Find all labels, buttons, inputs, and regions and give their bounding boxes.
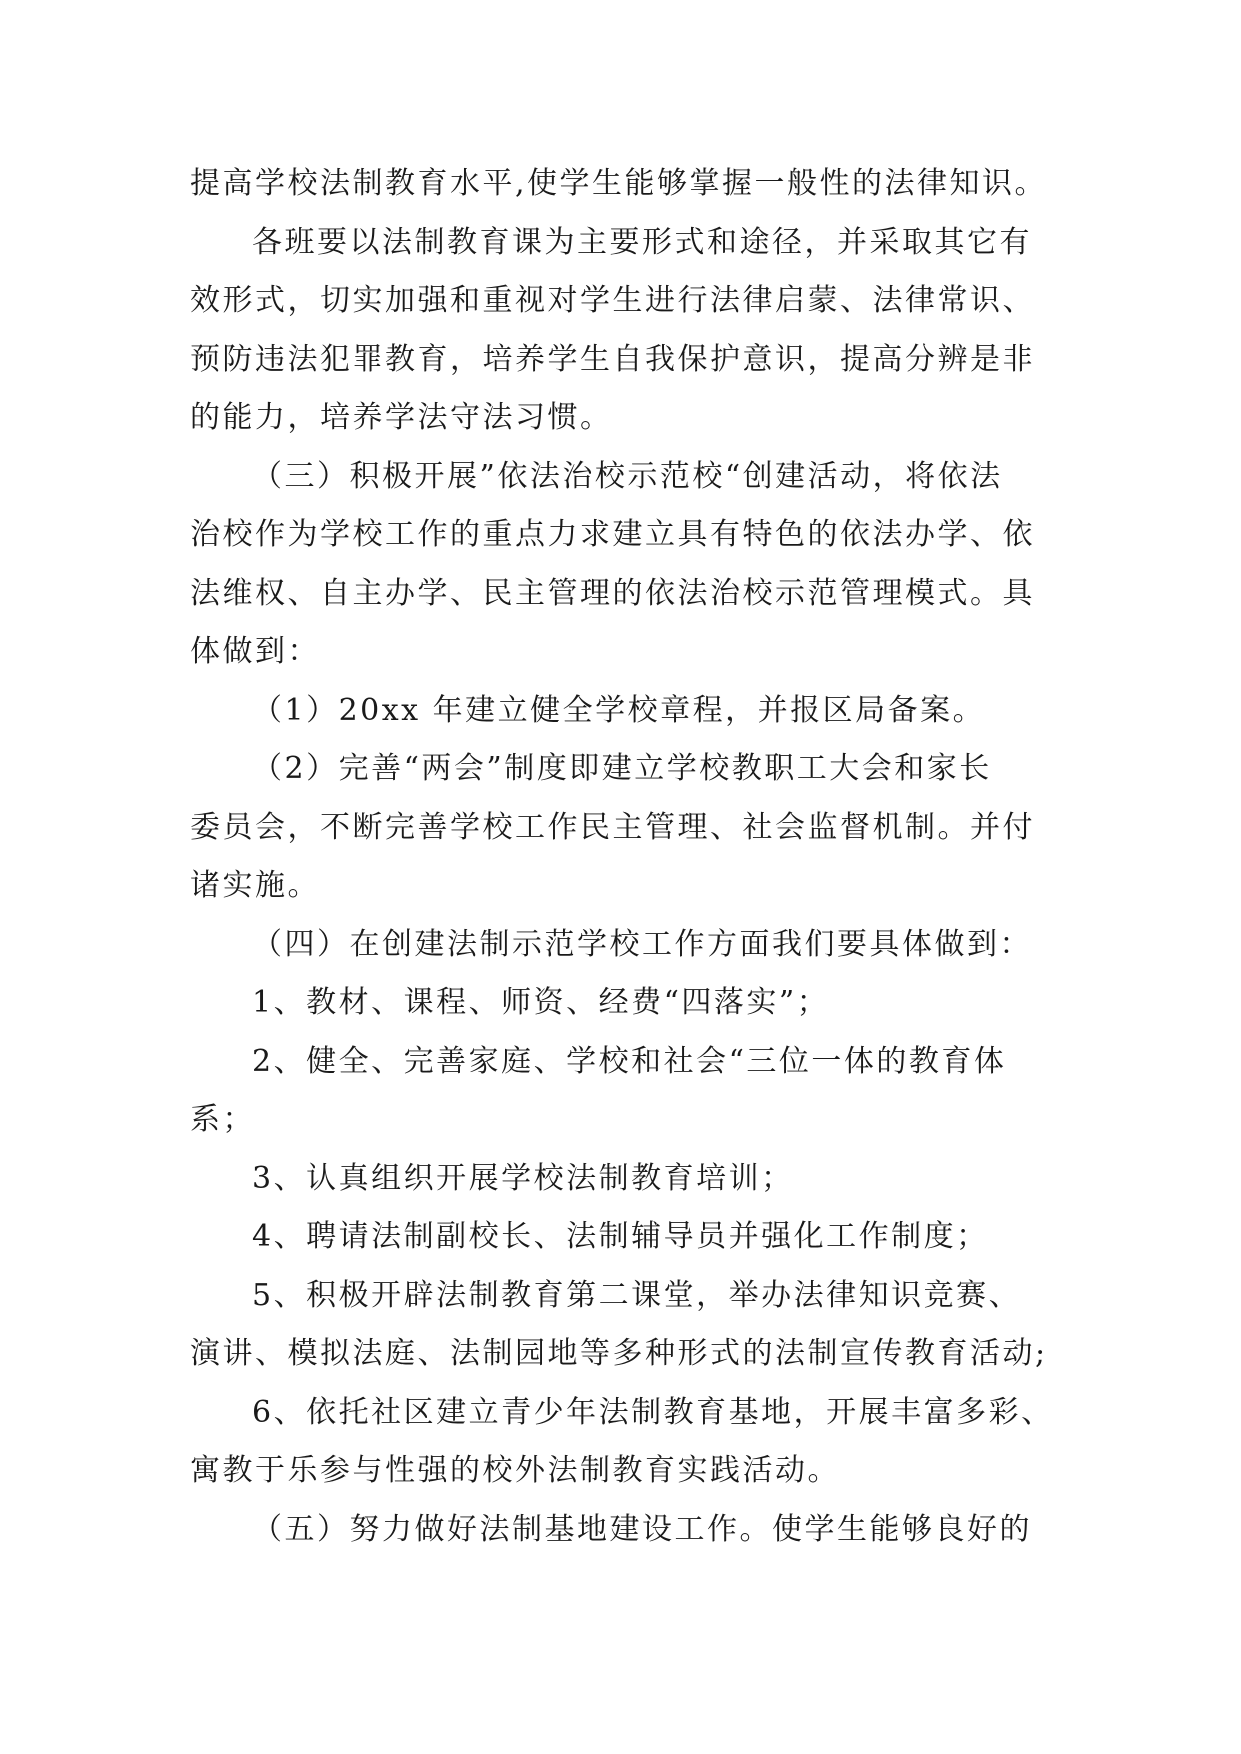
text-line: 2、健全、完善家庭、学校和社会“三位一体的教育体 (252, 1043, 1007, 1079)
text-line: （1）20xx 年建立健全学校章程，并报区局备案。 (252, 692, 986, 728)
text-line: （四）在创建法制示范学校工作方面我们要具体做到： (252, 926, 1032, 962)
text-line: 预防违法犯罪教育，培养学生自我保护意识，提高分辨是非 (190, 341, 1035, 377)
text-line: 1、教材、课程、师资、经费“四落实”； (252, 985, 830, 1020)
text-line: 各班要以法制教育课为主要形式和途径，并采取其它有 (252, 224, 1032, 260)
text-line: 治校作为学校工作的重点力求建立具有特色的依法办学、依 (190, 517, 1035, 552)
text-line: 委员会，不断完善学校工作民主管理、社会监督机制。并付 (190, 809, 1035, 845)
text-line: 提高学校法制教育水平,使学生能够掌握一般性的法律知识。 (190, 166, 1048, 201)
text-line: 系； (190, 1102, 255, 1137)
text-line: 效形式，切实加强和重视对学生进行法律启蒙、法律常识、 (190, 283, 1035, 318)
text-line: （三）积极开展”依法治校示范校“创建活动，将依法 (252, 458, 1003, 494)
text-line: 3、认真组织开展学校法制教育培训； (252, 1160, 794, 1196)
document-body (190, 155, 1070, 1559)
text-line: 4、聘请法制副校长、法制辅导员并强化工作制度； (252, 1219, 989, 1254)
text-line: 寓教于乐参与性强的校外法制教育实践活动。 (190, 1453, 840, 1488)
text-line: 的能力，培养学法守法习惯。 (190, 400, 613, 435)
text-line: 法维权、自主办学、民主管理的依法治校示范管理模式。具 (190, 575, 1035, 611)
text-line: 诸实施。 (190, 868, 320, 903)
text-line: （2）完善“两会”制度即建立学校教职工大会和家长 (252, 751, 992, 786)
text-line: 体做到： (190, 634, 320, 669)
text-line: 6、依托社区建立青少年法制教育基地，开展丰富多彩、 (252, 1394, 1054, 1430)
text-line: 演讲、模拟法庭、法制园地等多种形式的法制宣传教育活动; (190, 1336, 1048, 1371)
text-line: （五）努力做好法制基地建设工作。使学生能够良好的 (252, 1511, 1032, 1547)
text-line: 5、积极开辟法制教育第二课堂，举办法律知识竞赛、 (252, 1277, 1022, 1313)
